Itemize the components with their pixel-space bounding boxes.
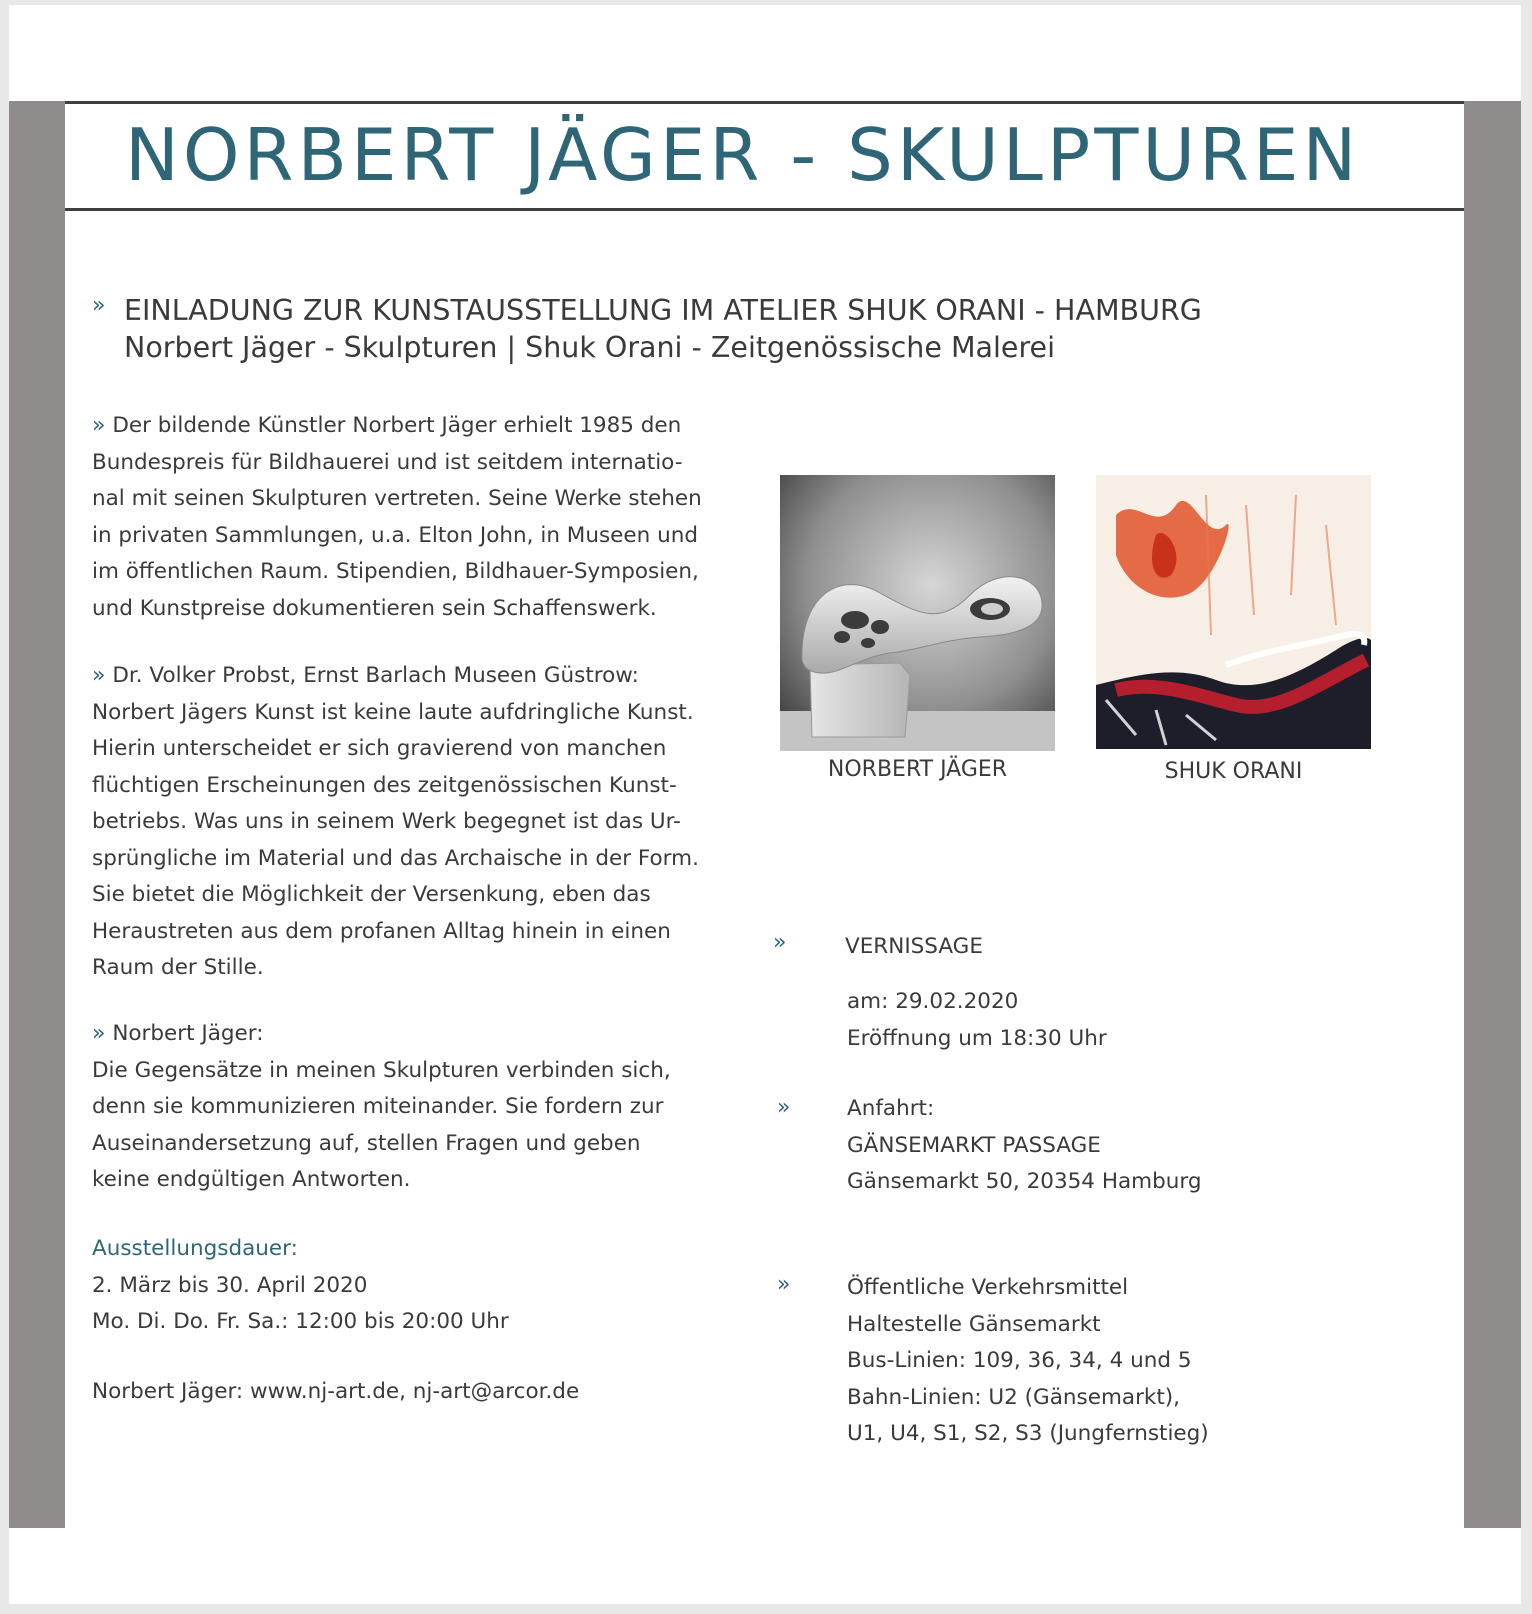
sculpture-caption: NORBERT JÄGER [827,757,1008,782]
transit-line: U1, U4, S1, S2, S3 (Jungfernstieg) [847,1421,1209,1446]
double-chevron-icon: » [92,663,106,688]
vernissage-label: VERNISSAGE [845,934,983,959]
double-chevron-icon: » [773,930,787,955]
bio-line: in privaten Sammlungen, u.a. Elton John, in Museen und [92,522,698,548]
statement-line: denn sie kommunizieren miteinander. Sie fordern zur [92,1094,664,1119]
vernissage-opening: Eröffnung um 18:30 Uhr [847,1025,1107,1051]
double-chevron-icon: » [92,1021,106,1046]
duration-label: Ausstellungsdauer: [92,1236,298,1261]
statement-line: Auseinandersetzung auf, stellen Fragen und geben [92,1130,641,1156]
statement-line: Norbert Jäger: [112,1021,264,1046]
transit-line: Öffentliche Verkehrsmittel [847,1275,1129,1300]
transit-line: Bahn-Linien: U2 (Gänsemarkt), [847,1384,1181,1410]
page-title: NORBERT JÄGER - SKULPTUREN [125,113,1361,197]
painting-image [1096,475,1371,749]
top-rule [65,101,1464,104]
flyer-card [65,101,1464,1528]
transit-line: Bus-Linien: 109, 36, 34, 4 und 5 [847,1348,1192,1373]
right-side-bar [1464,101,1521,1528]
quote-line: Raum der Stille. [92,955,264,980]
transit-block [847,1270,1209,1453]
duration-dates: 2. März bis 30. April 2020 [92,1272,368,1298]
duration-hours: Mo. Di. Do. Fr. Sa.: 12:00 bis 20:00 Uhr [92,1309,509,1334]
contact-line: Norbert Jäger: www.nj-art.de, nj-art@arcor.de [92,1379,580,1404]
quote-line: Hierin unterscheidet er sich gravierend von manchen [92,736,667,761]
painting-caption: SHUK ORANI [1164,759,1303,784]
statement-line: keine endgültigen Antworten. [92,1167,411,1192]
sculpture-image [780,475,1055,751]
painting-photo [1096,475,1371,749]
vernissage-date: am: 29.02.2020 [847,989,1019,1014]
bio-line: Bundespreis für Bildhauerei und ist seitdem internatio- [92,449,683,475]
double-chevron-icon: » [92,413,106,438]
directions-address: Gänsemarkt 50, 20354 Hamburg [847,1169,1202,1194]
double-chevron-icon: » [777,1272,791,1297]
flyer-sheet [9,5,1521,1604]
quote-paragraph [92,658,699,987]
quote-line: Norbert Jägers Kunst ist keine laute aufdringliche Kunst. [92,699,694,725]
statement-line: Die Gegensätze in meinen Skulpturen verbinden sich, [92,1057,671,1083]
vernissage-block [847,984,1107,1057]
quote-line: flüchtigen Erscheinungen des zeitgenössischen Kunst- [92,772,677,798]
directions-block [847,1091,1202,1201]
transit-line: Haltestelle Gänsemarkt [847,1311,1101,1337]
statement-paragraph [92,1016,671,1199]
invite-heading [124,292,1202,366]
sculpture-photo [780,475,1055,751]
bio-line: und Kunstpreise dokumentieren sein Schaffenswerk. [92,595,657,621]
quote-line: Dr. Volker Probst, Ernst Barlach Museen Güstrow: [112,663,639,688]
duration-block [92,1231,509,1341]
bio-line: Der bildende Künstler Norbert Jäger erhielt 1985 den [112,413,682,438]
invite-line-1: EINLADUNG ZUR KUNSTAUSSTELLUNG IM ATELIER SHUK ORANI - HAMBURG [124,294,1202,327]
invite-line-2: Norbert Jäger - Skulpturen | Shuk Orani - Zeitgenössische Malerei [124,331,1055,364]
quote-line: Heraustreten aus dem profanen Alltag hinein in einen [92,918,671,944]
left-side-bar [9,101,65,1528]
double-chevron-icon: » [92,293,106,318]
quote-line: Sie bietet die Möglichkeit der Versenkung, eben das [92,882,651,907]
title-rule [65,208,1464,211]
bio-line: nal mit seinen Skulpturen vertreten. Seine Werke stehen [92,486,702,511]
quote-line: sprüngliche im Material und das Archaische in der Form. [92,845,699,871]
quote-line: betriebs. Was uns in seinem Werk begegnet ist das Ur- [92,809,681,834]
directions-label: Anfahrt: [847,1096,935,1121]
bio-line: im öffentlichen Raum. Stipendien, Bildhauer-Symposien, [92,559,699,584]
bio-paragraph [92,408,702,627]
directions-place: GÄNSEMARKT PASSAGE [847,1132,1101,1158]
double-chevron-icon: » [777,1095,791,1120]
